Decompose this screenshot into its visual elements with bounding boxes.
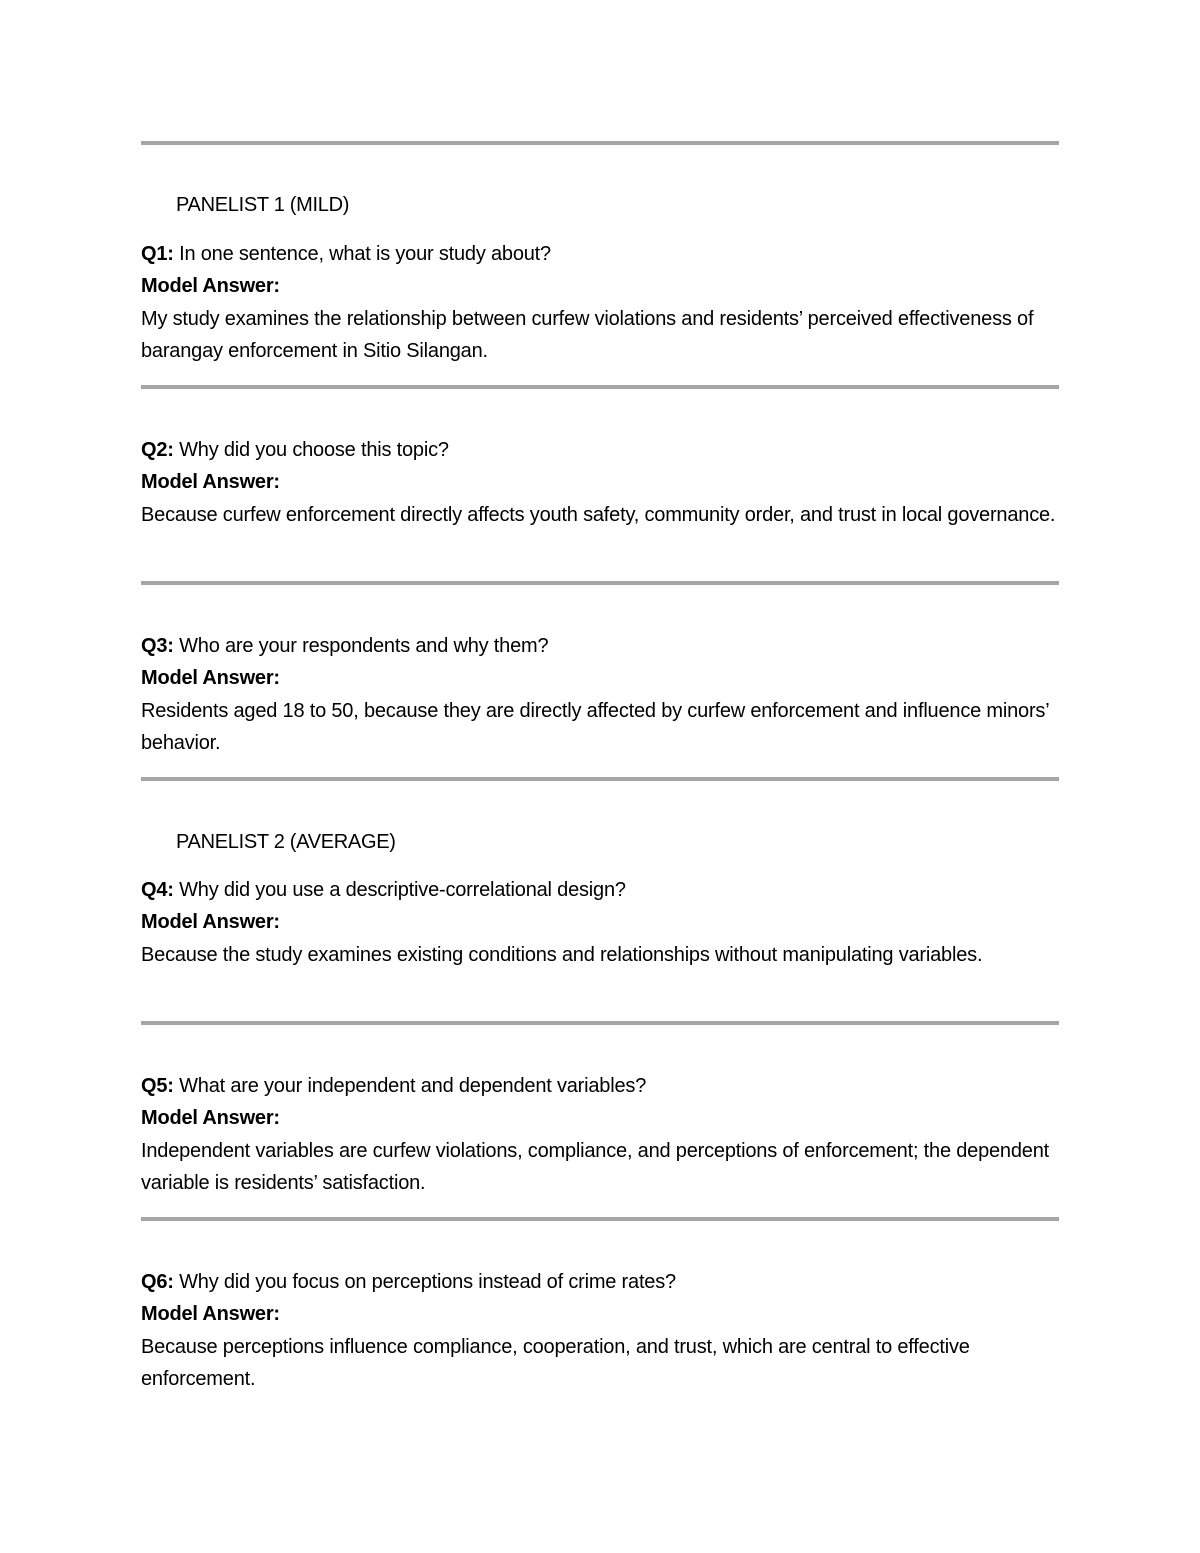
model-answer-label: Model Answer: [141, 471, 280, 493]
question-text: Why did you choose this topic? [179, 439, 449, 461]
divider [141, 777, 1059, 781]
question-text: What are your independent and dependent variables? [179, 1075, 647, 1097]
model-answer-text: Because curfew enforcement directly affects youth safety, community order, and trust in local governance. [141, 504, 1056, 526]
model-answer-label: Model Answer: [141, 1107, 280, 1129]
panelist-1-heading: PANELIST 1 (MILD) [176, 194, 350, 216]
question-label: Q3: [141, 635, 174, 657]
model-answer-text: My study examines the relationship between curfew violations and residents’ perceived effectiveness of barangay enforcement in Sitio Silangan. [141, 308, 1034, 362]
model-answer-text: Independent variables are curfew violations, compliance, and perceptions of enforcement; the dependent variable is residents’ satisfaction. [141, 1140, 1049, 1194]
model-answer-label: Model Answer: [141, 1303, 280, 1325]
question-label: Q1: [141, 243, 174, 265]
model-answer-text: Because perceptions influence compliance, cooperation, and trust, which are central to effective enforcement. [141, 1336, 970, 1390]
divider [141, 581, 1059, 585]
question-block-q1 [141, 238, 1059, 367]
question-line [141, 238, 1059, 270]
question-text: Why did you use a descriptive-correlational design? [179, 879, 626, 901]
model-answer-label: Model Answer: [141, 275, 280, 297]
question-line [141, 1266, 1059, 1298]
question-text: Who are your respondents and why them? [179, 635, 549, 657]
question-label: Q2: [141, 439, 174, 461]
question-line [141, 1070, 1059, 1102]
question-line [141, 630, 1059, 662]
model-answer-label: Model Answer: [141, 667, 280, 689]
question-label: Q6: [141, 1271, 174, 1293]
question-block-q6 [141, 1266, 1059, 1395]
model-answer-text: Because the study examines existing conditions and relationships without manipulating variables. [141, 944, 983, 966]
question-line [141, 434, 1059, 466]
question-block-q4 [141, 874, 1059, 971]
question-line [141, 874, 1059, 906]
question-label: Q4: [141, 879, 174, 901]
question-text: In one sentence, what is your study about? [179, 243, 551, 265]
divider-top [141, 141, 1059, 145]
panelist-2-heading: PANELIST 2 (AVERAGE) [176, 831, 396, 853]
divider [141, 1217, 1059, 1221]
model-answer-label: Model Answer: [141, 911, 280, 933]
model-answer-text: Residents aged 18 to 50, because they are directly affected by curfew enforcement and influence minors’ behavior. [141, 700, 1049, 754]
question-block-q3 [141, 630, 1059, 759]
divider [141, 385, 1059, 389]
question-text: Why did you focus on perceptions instead of crime rates? [179, 1271, 676, 1293]
question-label: Q5: [141, 1075, 174, 1097]
question-block-q5 [141, 1070, 1059, 1199]
divider [141, 1021, 1059, 1025]
question-block-q2 [141, 434, 1059, 531]
